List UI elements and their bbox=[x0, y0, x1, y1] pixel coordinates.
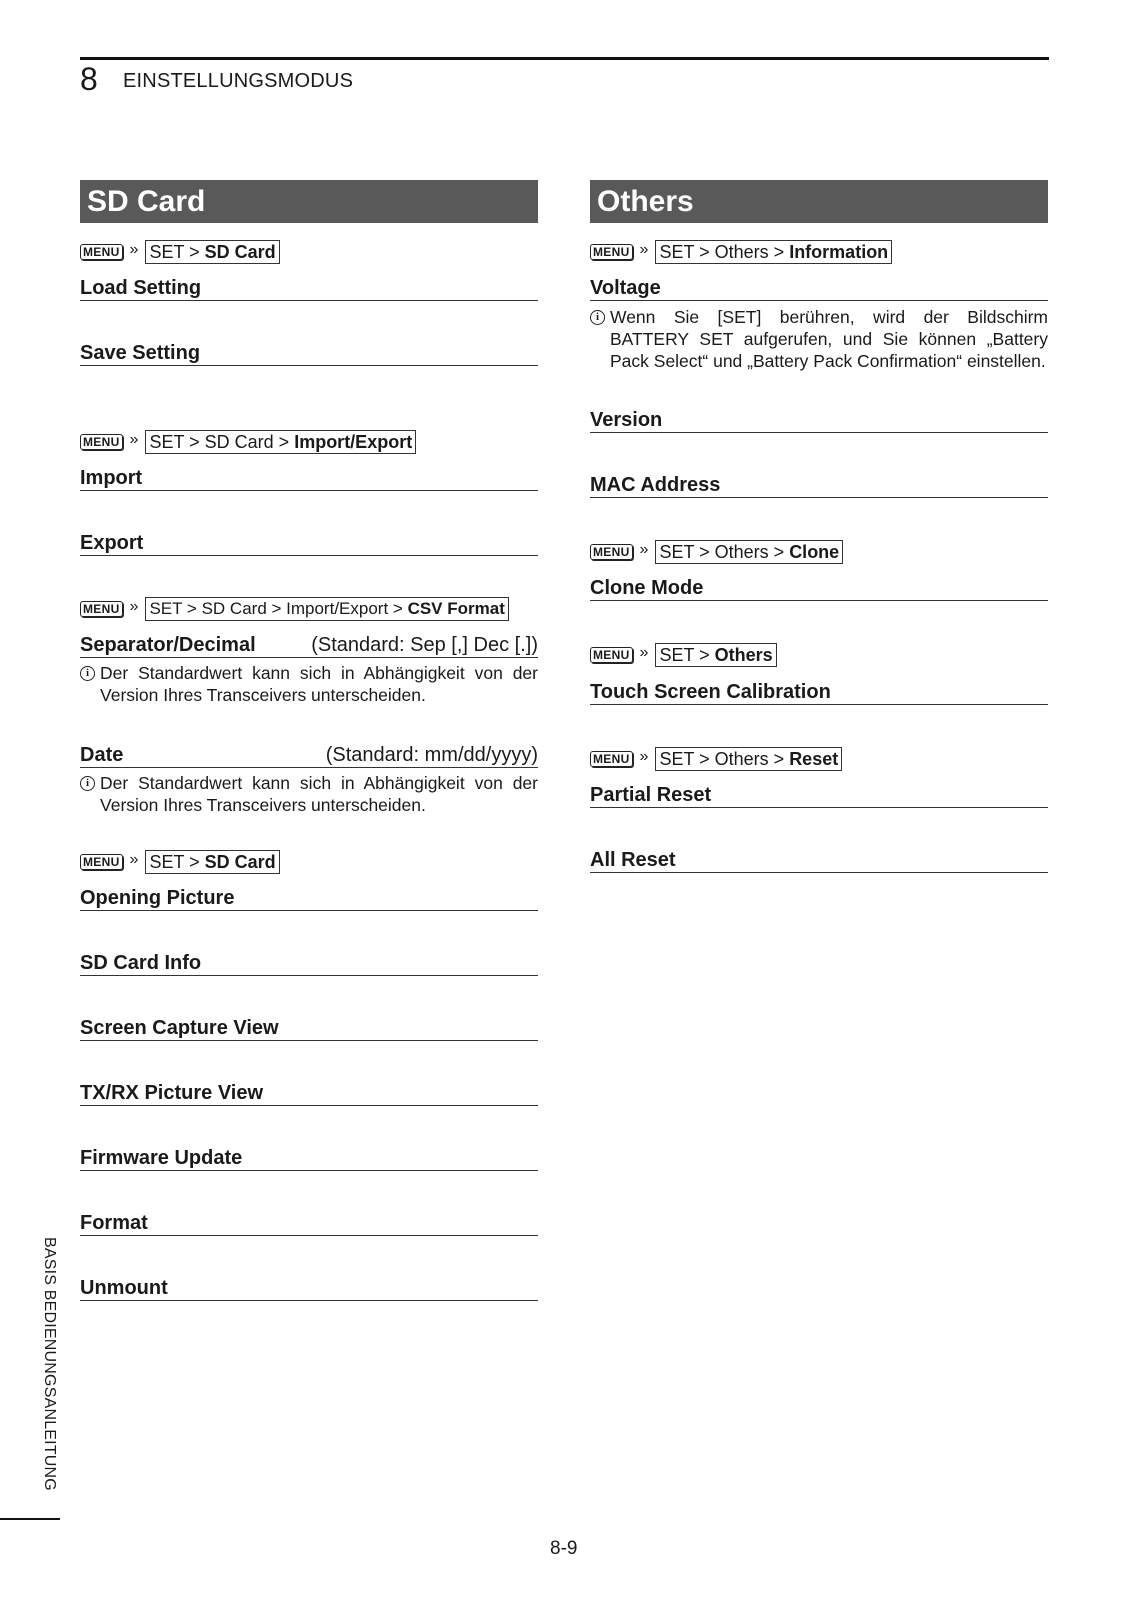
item-label: Firmware Update bbox=[80, 1147, 243, 1169]
menu-key-icon: MENU bbox=[80, 601, 123, 617]
menu-key-icon: MENU bbox=[80, 434, 123, 450]
menu-key-icon: MENU bbox=[590, 544, 633, 560]
item-voltage bbox=[590, 276, 1048, 301]
path-box bbox=[145, 850, 279, 874]
item-label: Version bbox=[590, 409, 663, 431]
note bbox=[590, 306, 1048, 372]
item-separator-decimal bbox=[80, 633, 538, 658]
note-text: Der Standardwert kann sich in Abhängigkeit von der Version Ihres Transceivers unterscheiden. bbox=[100, 663, 538, 705]
menu-path bbox=[80, 850, 280, 874]
item-date bbox=[80, 743, 538, 768]
info-icon: i bbox=[590, 310, 605, 325]
item-opening-picture bbox=[80, 886, 538, 911]
path-separator: » bbox=[129, 851, 139, 868]
menu-key-icon: MENU bbox=[80, 854, 123, 870]
item-save-setting bbox=[80, 341, 538, 366]
item-label: Format bbox=[80, 1212, 148, 1234]
item-version bbox=[590, 408, 1048, 433]
item-export bbox=[80, 531, 538, 556]
page-number: 8-9 bbox=[550, 1538, 578, 1559]
menu-key-icon: MENU bbox=[80, 244, 123, 260]
path-prefix: SET > Others > bbox=[659, 242, 790, 262]
menu-path bbox=[80, 240, 280, 264]
path-target: SD Card bbox=[204, 852, 276, 872]
item-label: Separator/Decimal bbox=[80, 634, 256, 656]
path-target: SD Card bbox=[204, 242, 276, 262]
menu-path bbox=[80, 430, 416, 454]
menu-path bbox=[590, 240, 892, 264]
item-clone-mode bbox=[590, 576, 1048, 601]
item-sd-card-info bbox=[80, 951, 538, 976]
item-touch-screen-calibration bbox=[590, 680, 1048, 705]
header-rule bbox=[80, 57, 1049, 60]
item-label: TX/RX Picture View bbox=[80, 1082, 264, 1104]
path-target: Information bbox=[789, 242, 889, 262]
path-prefix: SET > bbox=[149, 852, 205, 872]
info-icon: i bbox=[80, 666, 95, 681]
menu-path bbox=[590, 747, 842, 771]
item-label: Date bbox=[80, 744, 124, 766]
menu-key-icon: MENU bbox=[590, 244, 633, 260]
item-label: All Reset bbox=[590, 849, 676, 871]
item-label: Unmount bbox=[80, 1277, 168, 1299]
item-all-reset bbox=[590, 848, 1048, 873]
item-label: Save Setting bbox=[80, 342, 201, 364]
side-rule bbox=[0, 1518, 60, 1520]
chapter-number: 8 bbox=[80, 61, 98, 97]
path-target: CSV Format bbox=[407, 599, 505, 618]
item-label: Import bbox=[80, 467, 143, 489]
path-box bbox=[655, 540, 843, 564]
chapter-title: EINSTELLUNGSMODUS bbox=[123, 70, 354, 92]
menu-key-icon: MENU bbox=[590, 751, 633, 767]
item-standard: (Standard: Sep [,] Dec [.]) bbox=[311, 634, 538, 656]
path-separator: » bbox=[639, 241, 649, 258]
item-label: Screen Capture View bbox=[80, 1017, 279, 1039]
path-box bbox=[655, 643, 776, 667]
path-prefix: SET > SD Card > Import/Export > bbox=[149, 599, 408, 618]
path-prefix: SET > bbox=[149, 242, 205, 262]
path-separator: » bbox=[639, 748, 649, 765]
menu-key-icon: MENU bbox=[590, 647, 633, 663]
path-prefix: SET > Others > bbox=[659, 749, 790, 769]
others-section bbox=[590, 180, 1048, 871]
section-title: Others bbox=[590, 180, 1048, 223]
path-box bbox=[145, 240, 279, 264]
info-icon: i bbox=[80, 776, 95, 791]
item-label: Opening Picture bbox=[80, 887, 235, 909]
item-label: Touch Screen Calibration bbox=[590, 681, 831, 703]
path-separator: » bbox=[129, 241, 139, 258]
item-screen-capture-view bbox=[80, 1016, 538, 1041]
path-separator: » bbox=[129, 431, 139, 448]
path-separator: » bbox=[129, 598, 139, 615]
menu-path bbox=[590, 540, 843, 564]
item-import bbox=[80, 466, 538, 491]
path-separator: » bbox=[639, 644, 649, 661]
menu-path bbox=[80, 597, 509, 621]
item-label: MAC Address bbox=[590, 474, 721, 496]
path-box bbox=[145, 597, 508, 621]
item-mac-address bbox=[590, 473, 1048, 498]
item-label: Export bbox=[80, 532, 144, 554]
path-prefix: SET > Others > bbox=[659, 542, 790, 562]
path-prefix: SET > SD Card > bbox=[149, 432, 295, 452]
item-label: SD Card Info bbox=[80, 952, 202, 974]
section-title: SD Card bbox=[80, 180, 538, 223]
note bbox=[80, 662, 538, 706]
path-box bbox=[655, 240, 892, 264]
item-unmount bbox=[80, 1276, 538, 1301]
item-partial-reset bbox=[590, 783, 1048, 808]
item-firmware-update bbox=[80, 1146, 538, 1171]
item-label: Load Setting bbox=[80, 277, 202, 299]
item-txrx-picture-view bbox=[80, 1081, 538, 1106]
menu-path bbox=[590, 643, 777, 667]
item-load-setting bbox=[80, 276, 538, 301]
note-text: Wenn Sie [SET] berühren, wird der Bildschirm BATTERY SET aufgerufen, und Sie können „Battery Pack Select“ und „Battery Pack Confirmation“ einstellen. bbox=[610, 307, 1048, 371]
note bbox=[80, 772, 538, 816]
path-target: Others bbox=[714, 645, 773, 665]
sd-card-section bbox=[80, 180, 538, 1299]
side-label: BASIS BEDIENUNGSANLEITUNG bbox=[41, 1237, 58, 1491]
path-box bbox=[655, 747, 842, 771]
path-box bbox=[145, 430, 416, 454]
item-standard: (Standard: mm/dd/yyyy) bbox=[325, 744, 538, 766]
path-target: Clone bbox=[789, 542, 840, 562]
path-prefix: SET > bbox=[659, 645, 715, 665]
path-separator: » bbox=[639, 541, 649, 558]
item-label: Voltage bbox=[590, 277, 661, 299]
path-target: Reset bbox=[789, 749, 839, 769]
path-target: Import/Export bbox=[294, 432, 413, 452]
item-format bbox=[80, 1211, 538, 1236]
item-label: Clone Mode bbox=[590, 577, 704, 599]
note-text: Der Standardwert kann sich in Abhängigkeit von der Version Ihres Transceivers unterscheiden. bbox=[100, 773, 538, 815]
item-label: Partial Reset bbox=[590, 784, 712, 806]
